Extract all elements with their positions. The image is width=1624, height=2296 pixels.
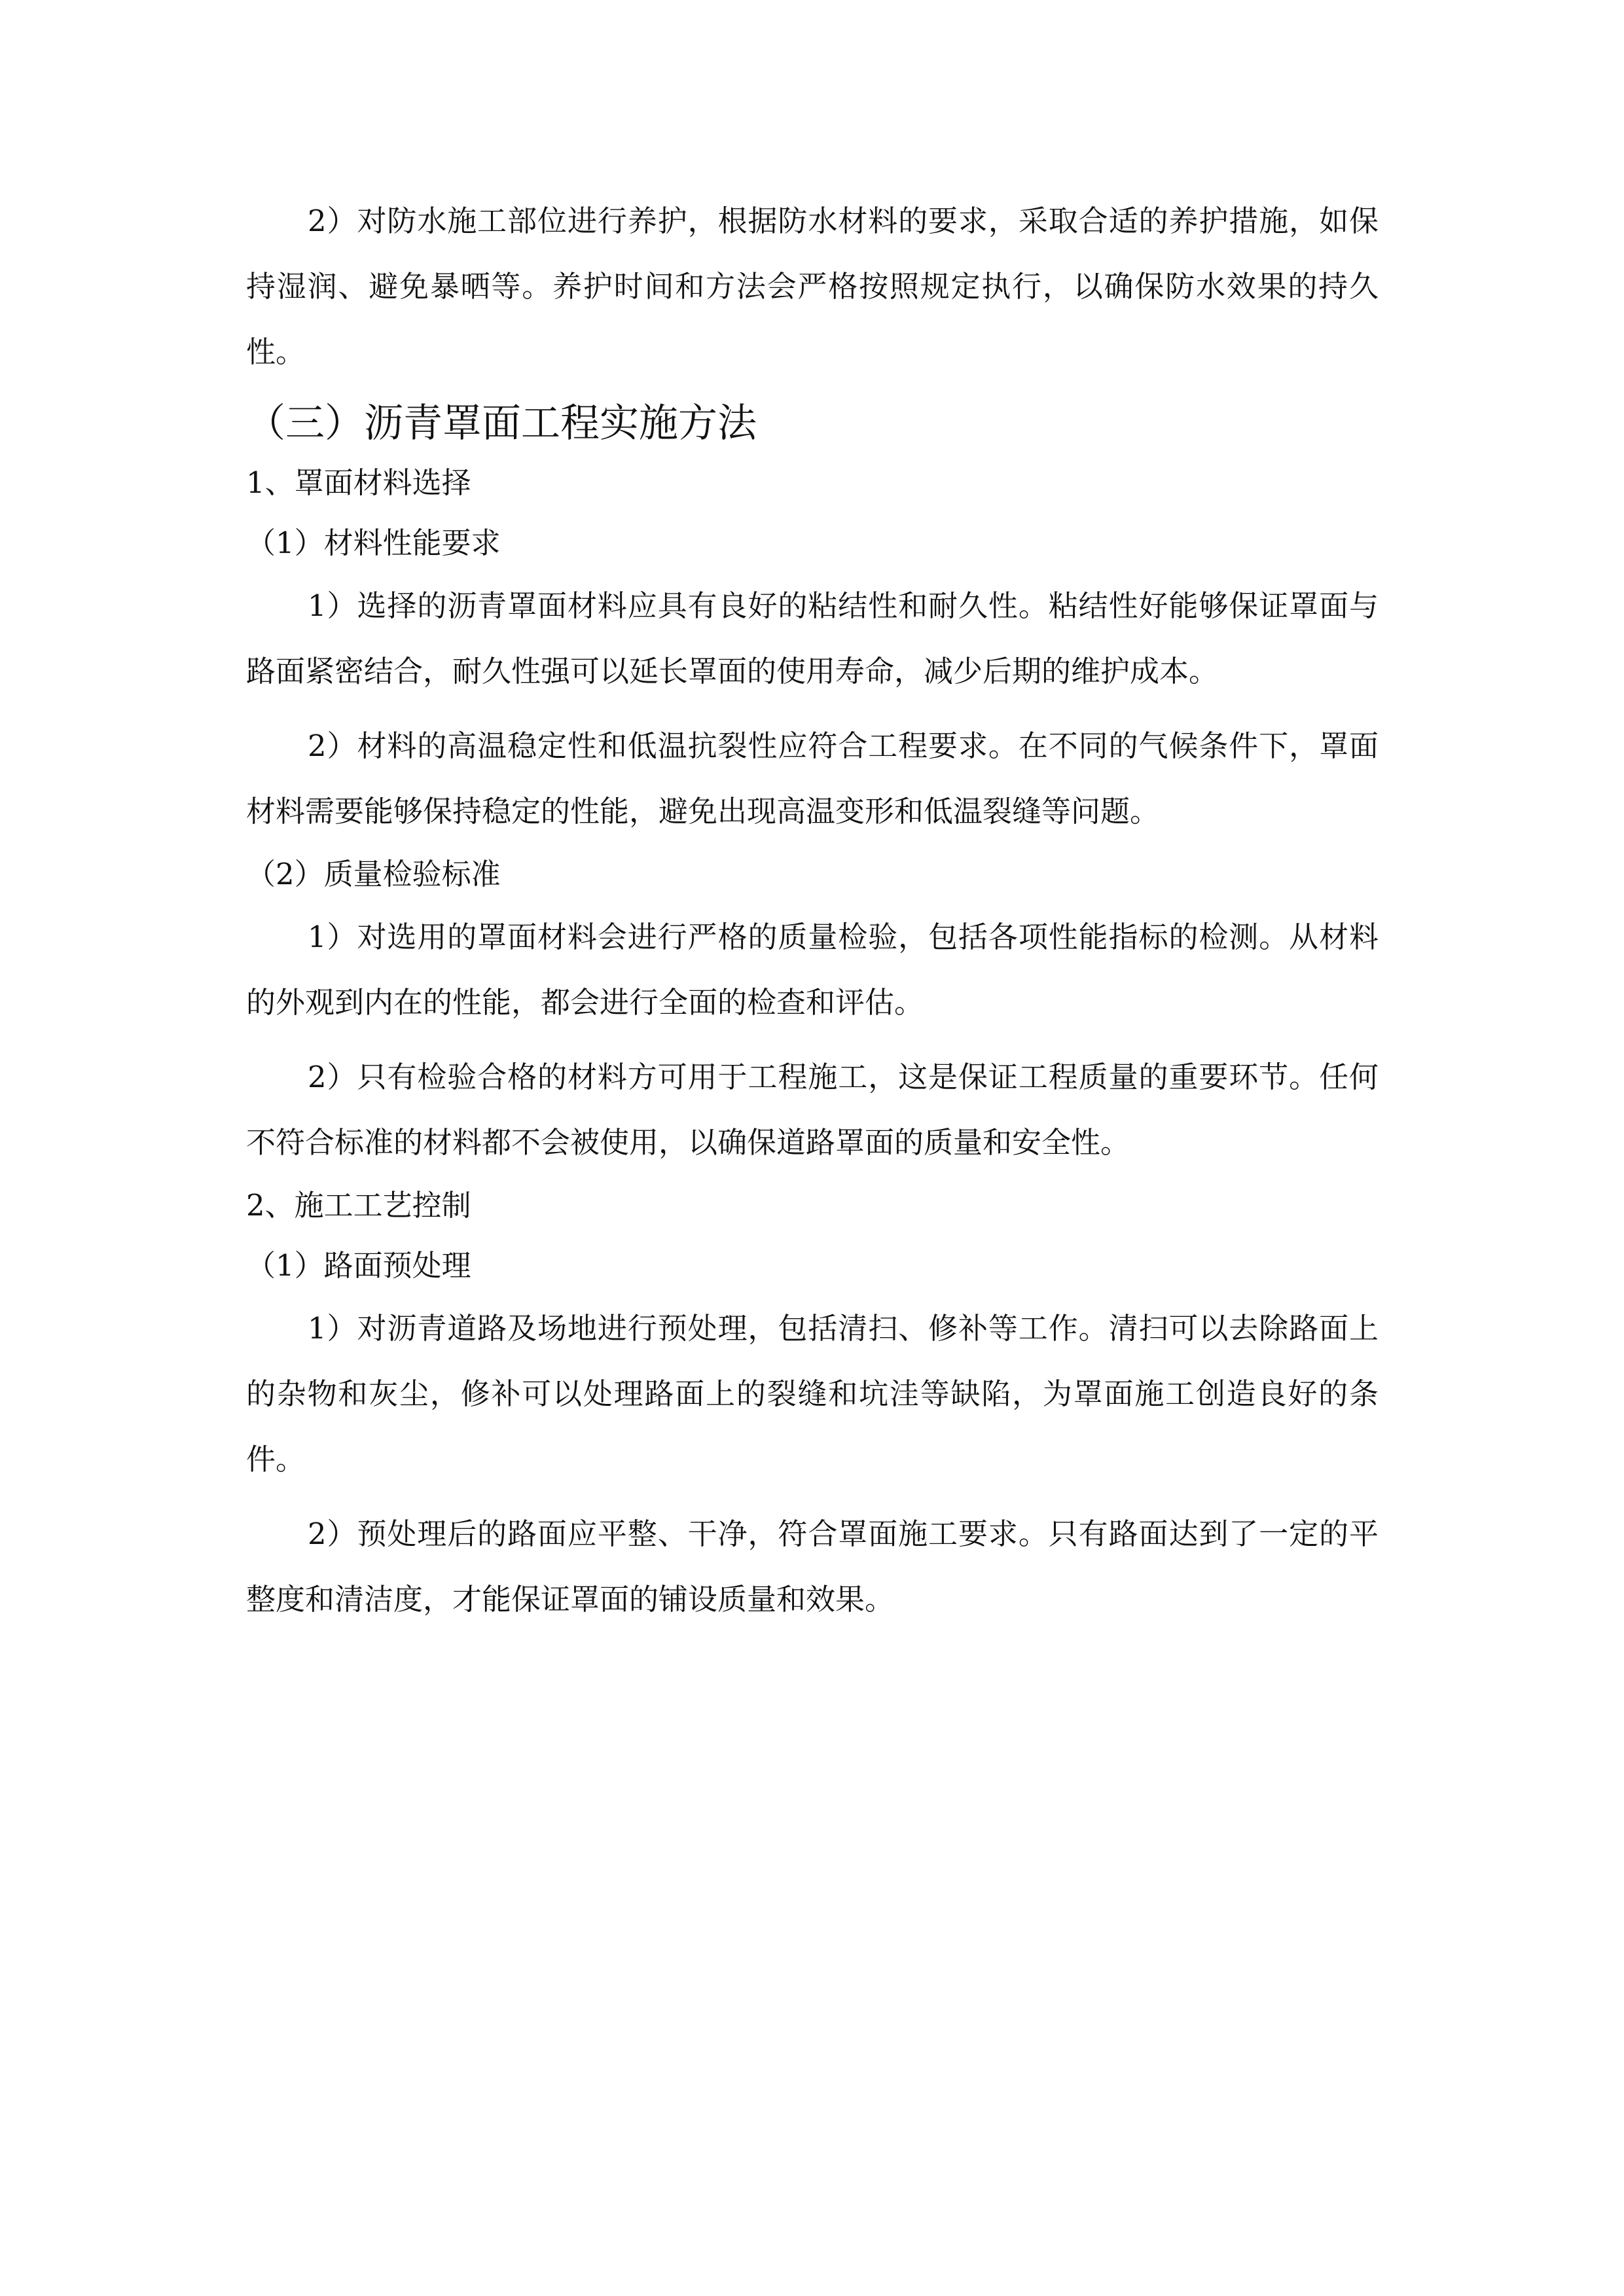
- paragraph-performance-1: 1）选择的沥青罩面材料应具有良好的粘结性和耐久性。粘结性好能够保证罩面与路面紧密结合，耐久性强可以延长罩面的使用寿命，减少后期的维护成本。: [246, 588, 1379, 689]
- paragraph-pretreatment-2: 2）预处理后的路面应平整、干净，符合罩面施工要求。只有路面达到了一定的平整度和清洁度，才能保证罩面的铺设质量和效果。: [246, 1516, 1379, 1617]
- paragraph-pretreatment-1: 1）对沥青道路及场地进行预处理，包括清扫、修补等工作。清扫可以去除路面上的杂物和灰尘，修补可以处理路面上的裂缝和坑洼等缺陷，为罩面施工创造良好的条件。: [246, 1311, 1379, 1477]
- heading-material-performance: （1）材料性能要求: [246, 526, 501, 560]
- paragraph-curing: 2）对防水施工部位进行养护，根据防水材料的要求，采取合适的养护措施，如保持湿润、避免暴晒等。养护时间和方法会严格按照规定执行，以确保防水效果的持久性。: [246, 204, 1379, 369]
- heading-material-selection: 1、罩面材料选择: [246, 465, 471, 500]
- paragraph-inspection-2: 2）只有检验合格的材料方可用于工程施工，这是保证工程质量的重要环节。任何不符合标准的材料都不会被使用，以确保道路罩面的质量和安全性。: [246, 1060, 1379, 1160]
- paragraph-inspection-1: 1）对选用的罩面材料会进行严格的质量检验，包括各项性能指标的检测。从材料的外观到内在的性能，都会进行全面的检查和评估。: [246, 920, 1379, 1020]
- section-title: （三）沥青罩面工程实施方法: [246, 401, 757, 446]
- heading-quality-inspection: （2）质量检验标准: [246, 857, 501, 891]
- heading-process-control: 2、施工工艺控制: [246, 1188, 471, 1223]
- paragraph-performance-2: 2）材料的高温稳定性和低温抗裂性应符合工程要求。在不同的气候条件下，罩面材料需要能够保持稳定的性能，避免出现高温变形和低温裂缝等问题。: [246, 728, 1379, 829]
- page-content: [246, 188, 1379, 1632]
- heading-pretreatment: （1）路面预处理: [246, 1248, 471, 1283]
